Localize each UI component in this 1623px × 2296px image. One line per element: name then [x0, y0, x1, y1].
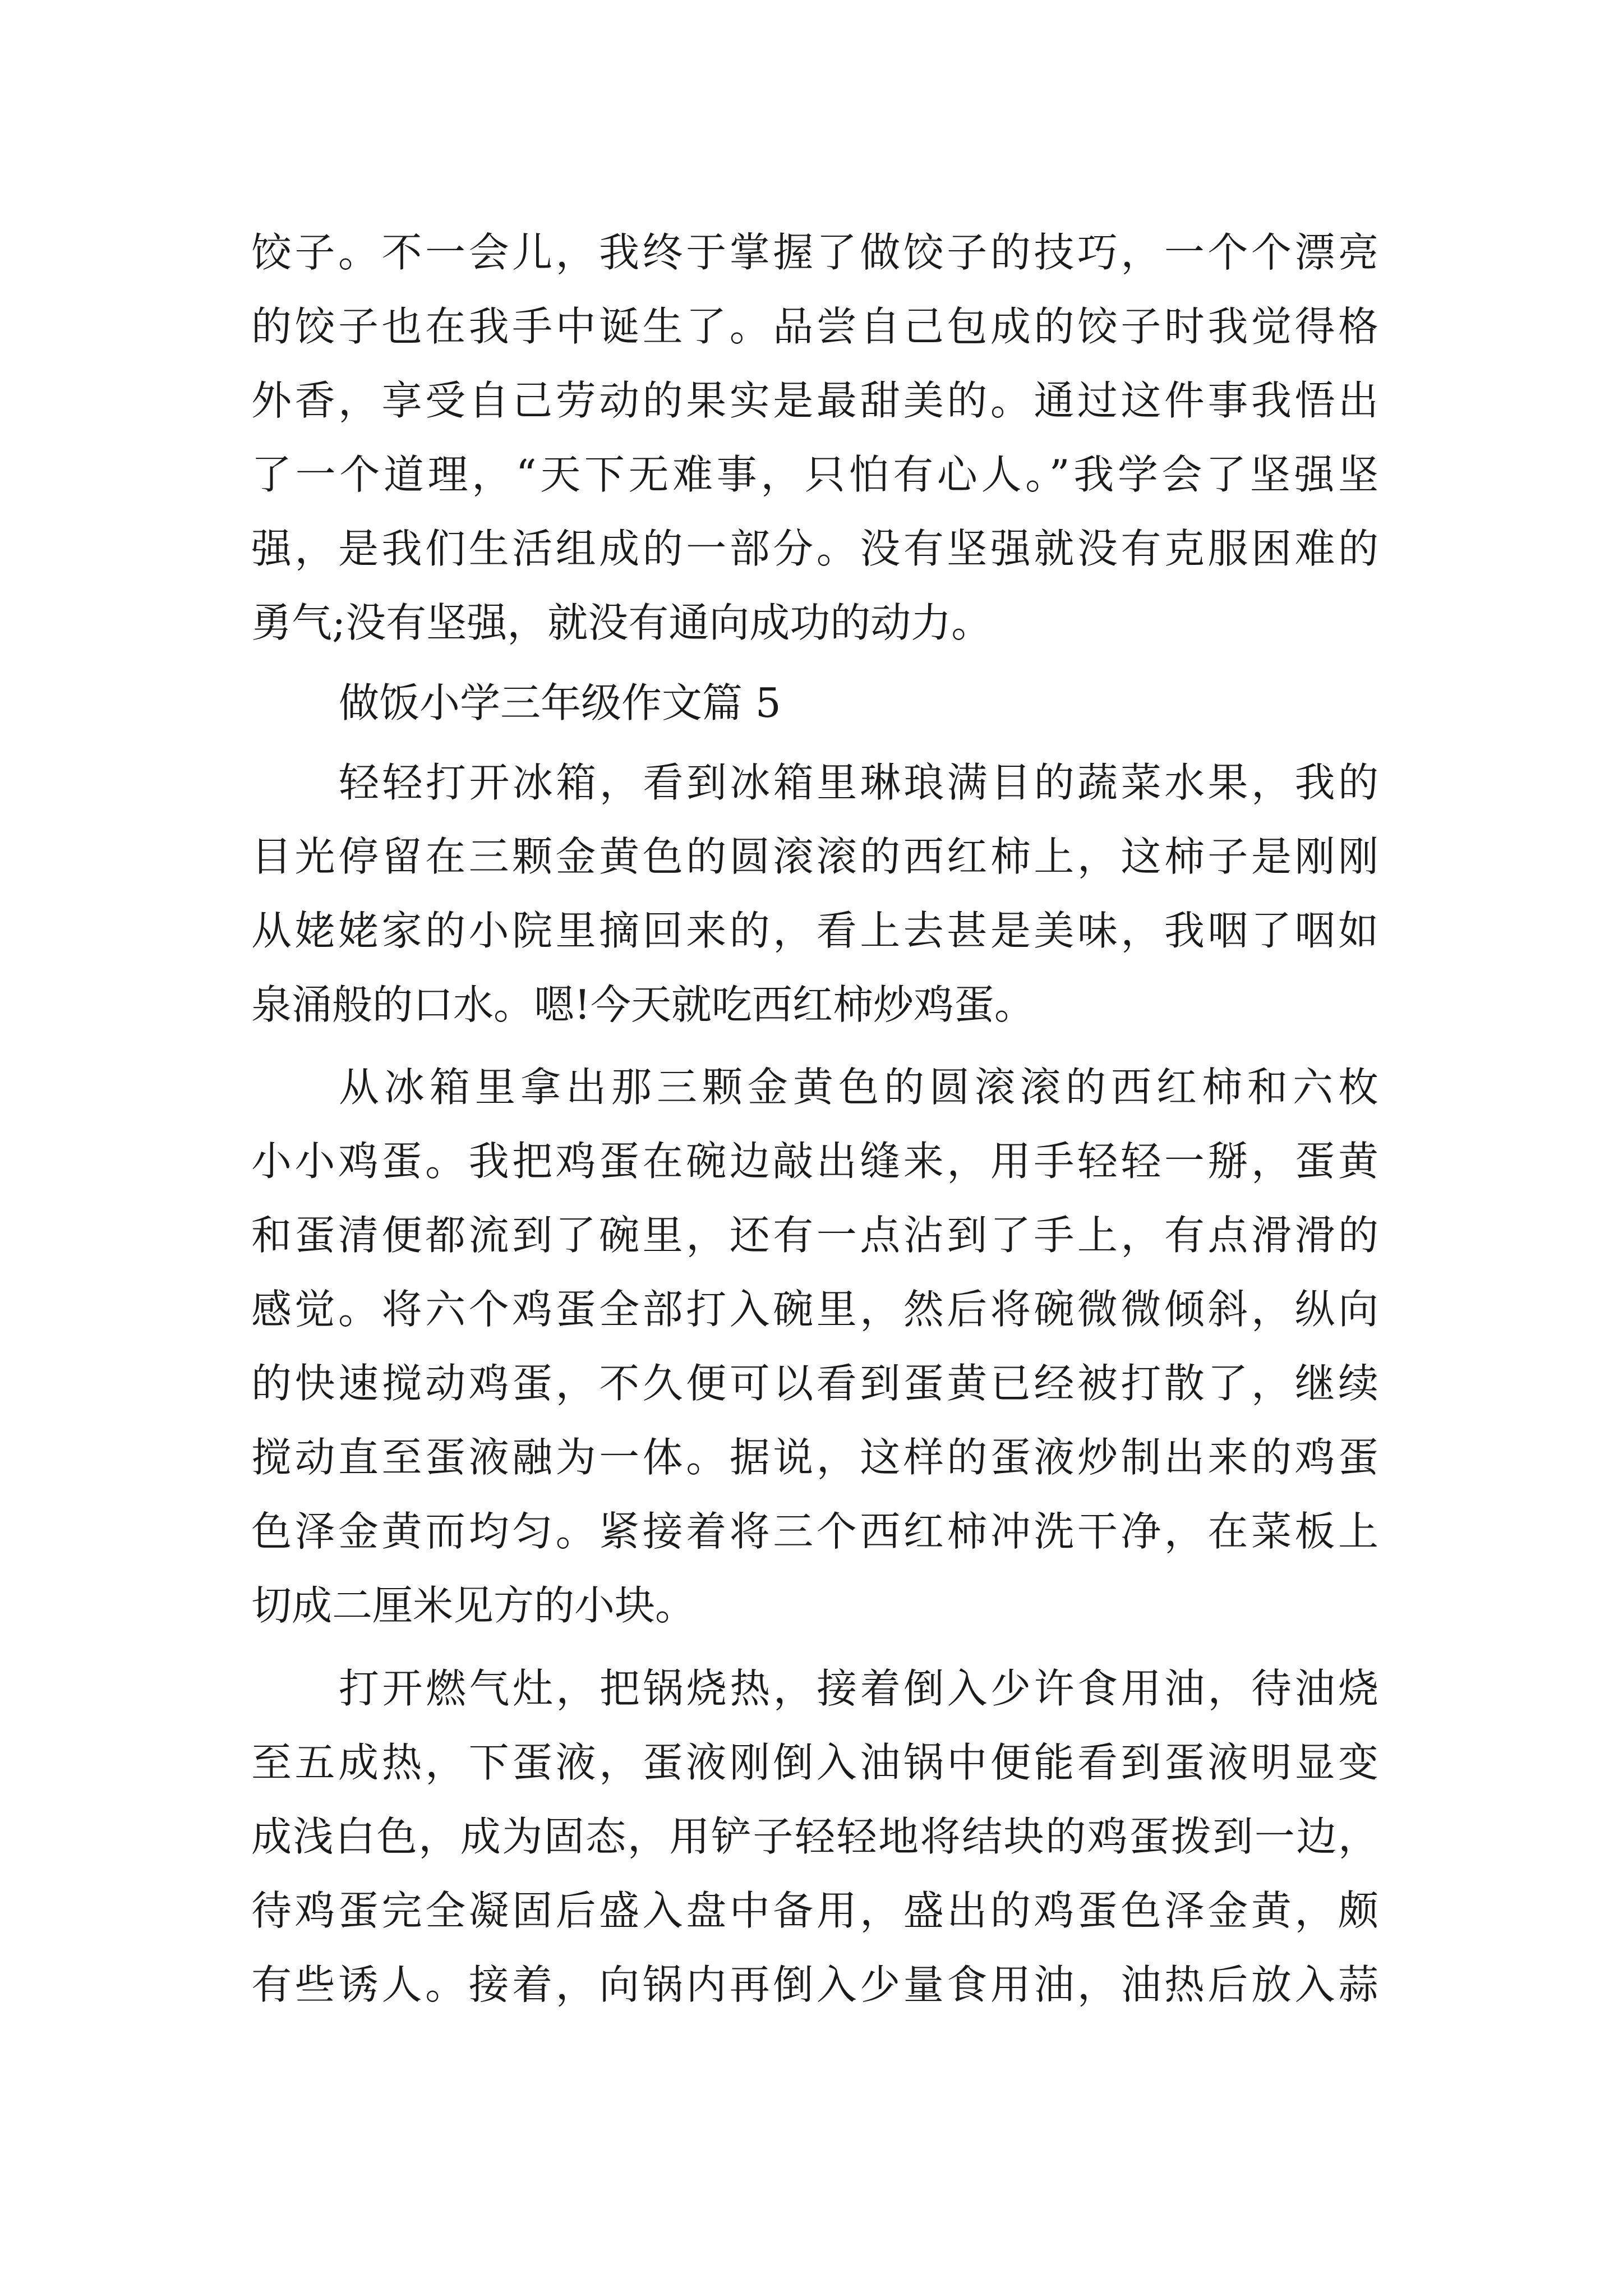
text-line: 的快速搅动鸡蛋，不久便可以看到蛋黄已经被打散了，继续 [251, 1360, 1378, 1407]
text-line: 外香，享受自己劳动的果实是最甜美的。通过这件事我悟出 [251, 377, 1378, 424]
text-line: 小小鸡蛋。我把鸡蛋在碗边敲出缝来，用手轻轻一掰，蛋黄 [251, 1138, 1378, 1185]
text-line: 从姥姥家的小院里摘回来的，看上去甚是美味，我咽了咽如 [251, 907, 1378, 954]
text-line: 饺子。不一会儿，我终于掌握了做饺子的技巧，一个个漂亮 [251, 229, 1378, 276]
text-line: 待鸡蛋完全凝固后盛入盘中备用，盛出的鸡蛋色泽金黄，颇 [251, 1887, 1378, 1934]
text-line: 至五成热，下蛋液，蛋液刚倒入油锅中便能看到蛋液明显变 [251, 1739, 1378, 1786]
text-line: 打开燃气灶，把锅烧热，接着倒入少许食用油，待油烧 [339, 1665, 1378, 1712]
section-title: 做饭小学三年级作文篇 5 [339, 679, 781, 726]
text-line: 勇气;没有坚强，就没有通向成功的动力。 [251, 599, 992, 646]
text-line: 感觉。将六个鸡蛋全部打入碗里，然后将碗微微倾斜，纵向 [251, 1286, 1378, 1333]
text-line: 色泽金黄而均匀。紧接着将三个西红柿冲洗干净，在菜板上 [251, 1508, 1378, 1555]
text-line: 从冰箱里拿出那三颗金黄色的圆滚滚的西红柿和六枚 [339, 1064, 1378, 1111]
text-line: 了一个道理，“天下无难事，只怕有心人。”我学会了坚强坚 [251, 451, 1378, 498]
text-line: 轻轻打开冰箱，看到冰箱里琳琅满目的蔬菜水果，我的 [339, 759, 1378, 806]
text-line: 的饺子也在我手中诞生了。品尝自己包成的饺子时我觉得格 [251, 303, 1378, 350]
text-line: 目光停留在三颗金黄色的圆滚滚的西红柿上，这柿子是刚刚 [251, 833, 1378, 880]
text-line: 有些诱人。接着，向锅内再倒入少量食用油，油热后放入蒜 [251, 1961, 1378, 2008]
text-line: 强，是我们生活组成的一部分。没有坚强就没有克服困难的 [251, 525, 1378, 572]
text-line: 成浅白色，成为固态，用铲子轻轻地将结块的鸡蛋拨到一边， [251, 1813, 1378, 1860]
text-line: 切成二厘米见方的小块。 [251, 1582, 696, 1629]
text-line: 和蛋清便都流到了碗里，还有一点沾到了手上，有点滑滑的 [251, 1212, 1378, 1259]
text-line: 搅动直至蛋液融为一体。据说，这样的蛋液炒制出来的鸡蛋 [251, 1434, 1378, 1481]
text-line: 泉涌般的口水。嗯!今天就吃西红柿炒鸡蛋。 [251, 981, 1035, 1028]
